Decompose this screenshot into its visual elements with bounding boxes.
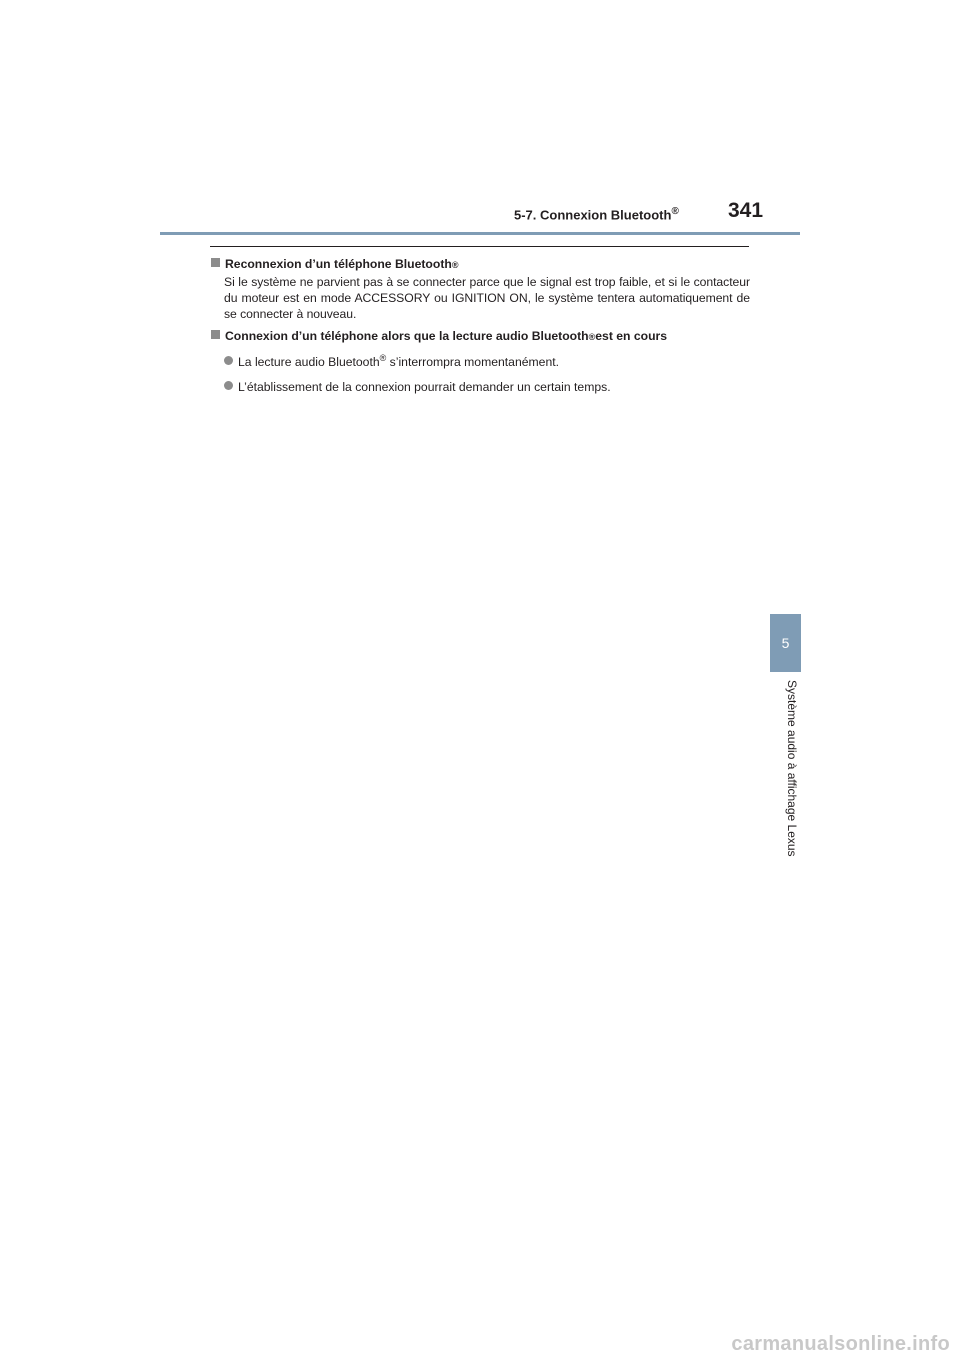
item-title-connexion xyxy=(210,328,750,345)
round-bullet-icon xyxy=(224,356,233,365)
watermark: carmanualsonline.info xyxy=(731,1333,950,1355)
section-divider xyxy=(210,246,749,247)
chapter-tab[interactable] xyxy=(770,614,801,672)
registered-mark: ® xyxy=(451,260,459,270)
registered-mark: ® xyxy=(379,353,387,363)
section-title xyxy=(514,206,679,222)
square-bullet-icon xyxy=(211,330,220,339)
list-item xyxy=(224,375,750,395)
item-title-text: Connexion d’un téléphone alors que la lecture audio Bluetooth xyxy=(225,329,589,343)
item-title-text: Reconnexion d’un téléphone Bluetooth xyxy=(225,257,452,271)
chapter-number: 5 xyxy=(781,635,790,651)
item-title-suffix: est en cours xyxy=(595,329,668,343)
square-bullet-icon xyxy=(211,258,220,267)
header-rule xyxy=(160,232,800,235)
list-item xyxy=(224,350,750,370)
round-bullet-icon xyxy=(224,381,233,390)
item-title-reconnexion xyxy=(210,256,750,273)
page-content xyxy=(210,256,750,395)
bullet-text: L’établissement de la connexion pourrait demander un certain temps. xyxy=(238,380,611,395)
item-paragraph: Si le système ne parvient pas à se connecter parce que le signal est trop faible, et si le contacteur du moteur est en mode ACCESSORY ou IGNITION ON, le système tentera automatiquement de se connecter à nouveau. xyxy=(224,275,750,321)
chapter-label: Système audio à affichage Lexus xyxy=(785,680,799,857)
section-title-text: 5-7. Connexion Bluetooth xyxy=(514,207,672,223)
registered-mark: ® xyxy=(671,206,679,217)
registered-mark: ® xyxy=(588,332,596,342)
page-number: 341 xyxy=(728,199,764,222)
bullet-text-suffix: s’interrompra momentanément. xyxy=(386,355,559,370)
bullet-text: La lecture audio Bluetooth xyxy=(238,355,380,370)
